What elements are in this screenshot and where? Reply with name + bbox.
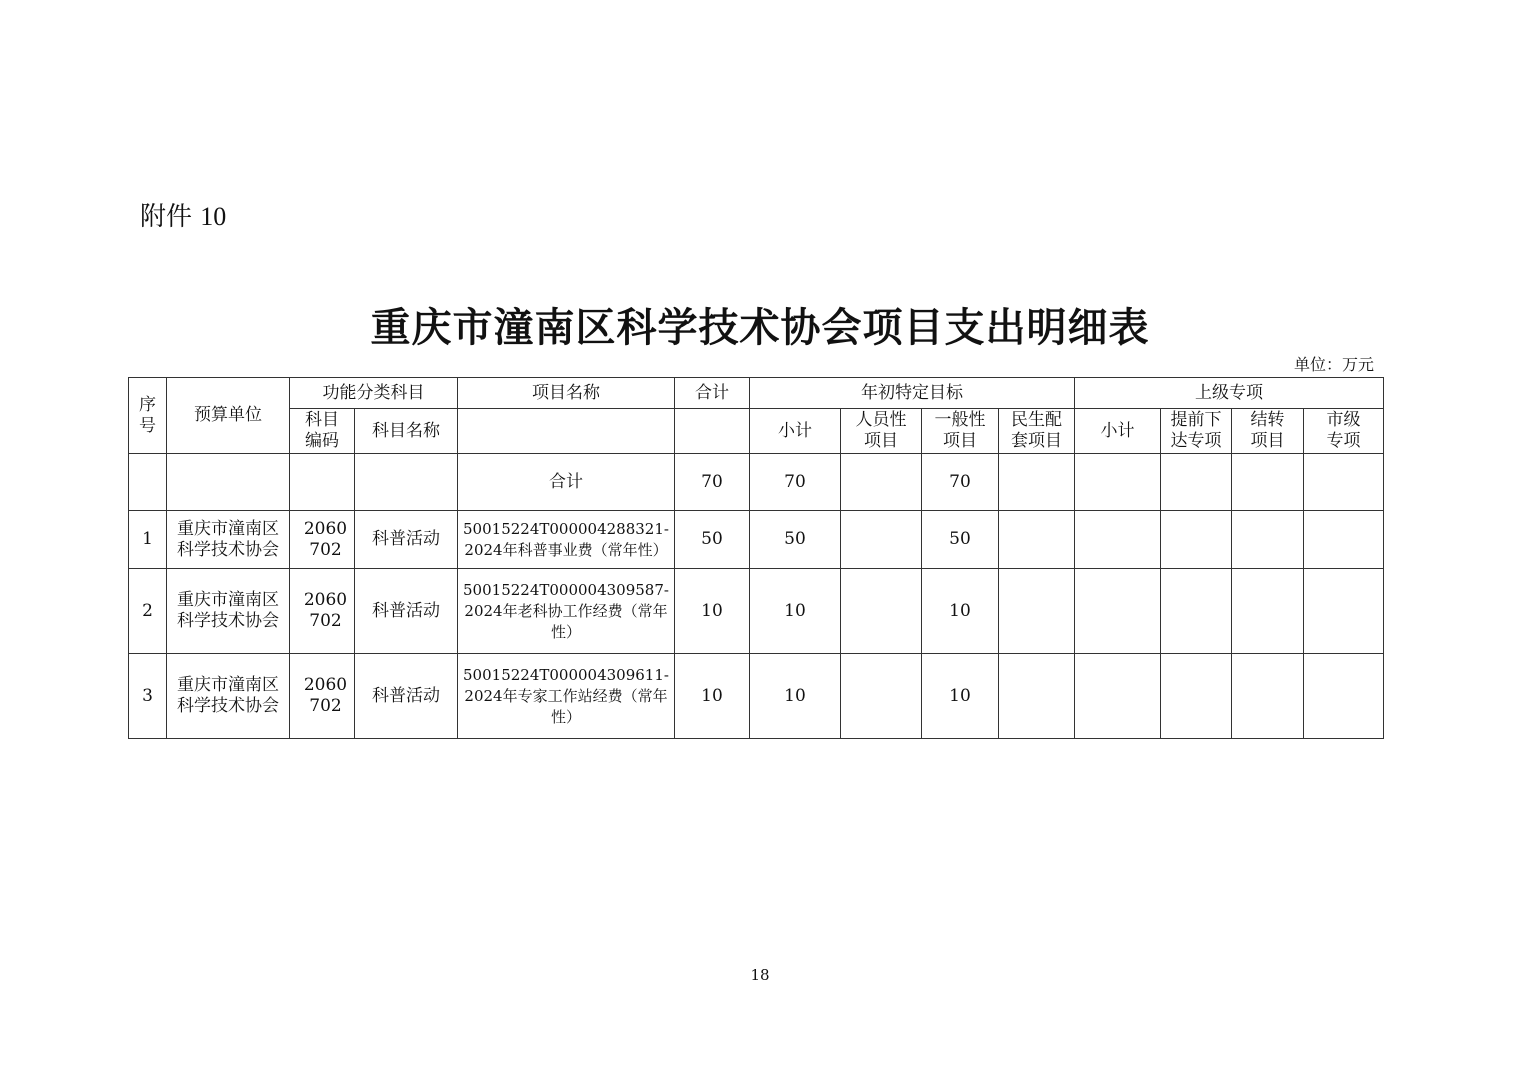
header-project-name: 项目名称 [458, 378, 675, 409]
attachment-label [140, 196, 226, 233]
header-superior-subtotal: 小计 [1075, 409, 1161, 454]
header-seq: 序号 [129, 378, 167, 454]
header-subject-name: 科目名称 [355, 409, 458, 454]
row-general: 50 [922, 511, 999, 569]
table-row [129, 654, 1384, 739]
project-expenditure-table [128, 377, 1384, 739]
unit-label: 单位：万元 [1293, 355, 1374, 374]
row-subtotal: 10 [750, 569, 841, 654]
header-project-name-blank [458, 409, 675, 454]
header-superior: 上级专项 [1075, 378, 1384, 409]
header-row-1 [129, 378, 1384, 409]
header-subject-code: 科目编码 [290, 409, 355, 454]
header-total: 合计 [675, 378, 750, 409]
total-row [129, 454, 1384, 511]
row-general: 10 [922, 654, 999, 739]
row-project-name: 50015224T000004309587-2024年老科协工作经费（常年性） [458, 569, 675, 654]
header-total-blank [675, 409, 750, 454]
total-value: 70 [675, 454, 750, 511]
total-label: 合计 [458, 454, 675, 511]
row-subject-name: 科普活动 [355, 654, 458, 739]
row-budget-unit: 重庆市潼南区科学技术协会 [167, 511, 290, 569]
row-general: 10 [922, 569, 999, 654]
row-seq: 3 [129, 654, 167, 739]
header-general: 一般性项目 [922, 409, 999, 454]
row-subject-code: 2060702 [290, 569, 355, 654]
header-row-2 [129, 409, 1384, 454]
row-subtotal: 10 [750, 654, 841, 739]
header-budget-unit: 预算单位 [167, 378, 290, 454]
row-subject-code: 2060702 [290, 654, 355, 739]
total-general: 70 [922, 454, 999, 511]
row-project-name: 50015224T000004309611-2024年专家工作站经费（常年性） [458, 654, 675, 739]
header-carryover: 结转项目 [1232, 409, 1304, 454]
total-subtotal: 70 [750, 454, 841, 511]
page-number: 18 [750, 966, 770, 984]
row-seq: 1 [129, 511, 167, 569]
row-subtotal: 50 [750, 511, 841, 569]
header-year-target: 年初特定目标 [750, 378, 1075, 409]
row-subject-name: 科普活动 [355, 569, 458, 654]
attachment-text: 附件 [140, 202, 193, 232]
header-city: 市级专项 [1304, 409, 1384, 454]
row-total: 10 [675, 654, 750, 739]
header-personnel: 人员性项目 [841, 409, 922, 454]
row-total: 10 [675, 569, 750, 654]
row-total: 50 [675, 511, 750, 569]
table-row [129, 569, 1384, 654]
header-advance: 提前下达专项 [1161, 409, 1232, 454]
table-row [129, 511, 1384, 569]
header-year-subtotal: 小计 [750, 409, 841, 454]
row-subject-name: 科普活动 [355, 511, 458, 569]
row-seq: 2 [129, 569, 167, 654]
attachment-number: 10 [200, 202, 227, 231]
row-budget-unit: 重庆市潼南区科学技术协会 [167, 569, 290, 654]
page-title: 重庆市潼南区科学技术协会项目支出明细表 [370, 304, 1150, 351]
row-project-name: 50015224T000004288321-2024年科普事业费（常年性） [458, 511, 675, 569]
row-budget-unit: 重庆市潼南区科学技术协会 [167, 654, 290, 739]
header-livelihood: 民生配套项目 [999, 409, 1075, 454]
header-func-class: 功能分类科目 [290, 378, 458, 409]
row-subject-code: 2060702 [290, 511, 355, 569]
